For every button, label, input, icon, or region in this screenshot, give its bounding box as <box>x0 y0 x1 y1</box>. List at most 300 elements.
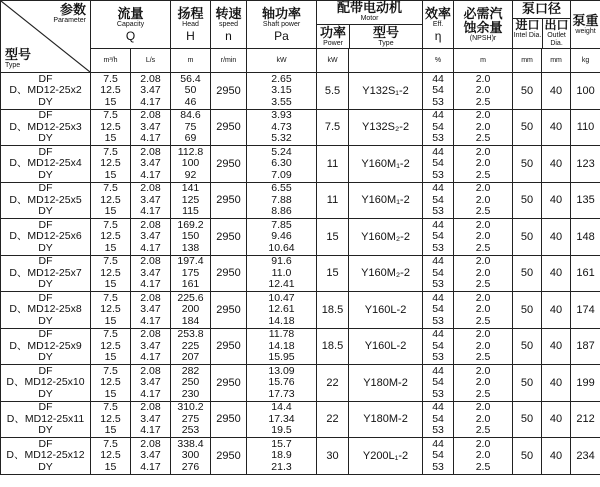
shaft-power-value: 17.73 <box>268 387 295 400</box>
shaft-power-value: 13.09 <box>268 364 295 377</box>
npsh-value: 2.5 <box>475 387 491 400</box>
efficiency-value: 54 <box>432 120 444 133</box>
outlet-label-en: Outlet Dia. <box>547 31 566 47</box>
flow-ls-value: 4.17 <box>140 314 161 327</box>
npsh-value: 2.0 <box>475 230 491 242</box>
inlet-diameter: 50 <box>513 328 542 365</box>
pump-model <box>1 438 91 475</box>
flow-ls-value: 4.17 <box>140 132 161 144</box>
pump-model-value: D、MD12-25x3 <box>9 120 82 133</box>
flow-m3h-value: 15 <box>104 314 117 327</box>
speed: 2950 <box>211 401 247 438</box>
npsh <box>454 146 513 183</box>
flow-m3h <box>91 328 131 365</box>
flow-m3h-value: 7.5 <box>103 72 118 85</box>
shaft-power <box>247 182 317 219</box>
shaft-power-value: 3.93 <box>271 109 292 121</box>
speed: 2950 <box>211 438 247 475</box>
inlet-diameter: 50 <box>513 401 542 438</box>
table-row <box>1 255 600 292</box>
inlet-label-en: Intel Dia. <box>513 31 542 39</box>
outlet-diameter: 40 <box>542 292 571 329</box>
flow-ls-value: 4.17 <box>140 205 161 217</box>
npsh-value: 2.0 <box>475 84 491 96</box>
shaft-power-value: 3.55 <box>271 95 292 108</box>
efficiency <box>423 401 454 438</box>
pump-model-value: D、MD12-25x10 <box>6 376 85 388</box>
flow-ls <box>131 73 171 110</box>
npsh-value: 2.5 <box>475 424 491 436</box>
motor-power: 18.5 <box>317 292 349 329</box>
shaft-power-value: 7.88 <box>271 193 292 206</box>
npsh <box>454 255 513 292</box>
flow-m3h-value: 15 <box>104 168 117 181</box>
npsh <box>454 292 513 329</box>
inlet-diameter: 50 <box>513 219 542 256</box>
head-value: 115 <box>182 205 199 217</box>
head-header <box>171 1 211 49</box>
type-label-en: Type <box>5 62 21 69</box>
outlet-label-zh: 出口 <box>544 17 569 32</box>
shaft-symbol: Pa <box>274 28 289 43</box>
pump-model-value: DF <box>38 364 53 377</box>
shaft-power-value: 7.85 <box>271 218 292 231</box>
unit-flow-ls: L/s <box>131 49 171 73</box>
flow-ls-value: 4.17 <box>140 351 161 363</box>
head <box>171 146 211 183</box>
efficiency-value: 54 <box>432 266 444 279</box>
pump-model-value: D、MD12-25x4 <box>9 157 82 169</box>
flow-m3h <box>91 401 131 438</box>
shaft-power-value: 2.65 <box>271 72 292 85</box>
unit-npsh: m <box>454 49 513 73</box>
pump-model-value: DY <box>38 241 53 254</box>
pump-weight: 123 <box>571 146 600 183</box>
inlet-diameter: 50 <box>513 109 542 146</box>
shaft-power-value: 10.47 <box>268 291 295 304</box>
flow-ls-value: 3.47 <box>140 303 161 315</box>
speed: 2950 <box>211 365 247 402</box>
pump-model-value: DY <box>38 351 53 363</box>
efficiency-value: 44 <box>432 328 444 340</box>
motor-power-label-en: Power <box>323 40 343 47</box>
head-value: 300 <box>181 449 200 461</box>
npsh-value: 2.0 <box>475 449 491 461</box>
efficiency-value: 44 <box>432 291 444 304</box>
motor-power: 22 <box>317 365 349 402</box>
pump-model-value: DF <box>38 72 53 85</box>
npsh-value: 2.0 <box>475 109 491 121</box>
shaft-power-value: 14.18 <box>268 339 295 352</box>
pump-model <box>1 255 91 292</box>
motor-label-zh: 配带电动机 <box>337 0 403 15</box>
head <box>171 365 211 402</box>
shaft-power-value: 4.73 <box>271 120 292 133</box>
flow-ls <box>131 255 171 292</box>
flow-m3h-value: 7.5 <box>103 291 118 304</box>
shaft-power-value: 9.46 <box>271 230 292 242</box>
pump-weight: 199 <box>571 365 600 402</box>
head-value: 169.2 <box>177 218 204 231</box>
flow-m3h-value: 7.5 <box>103 364 118 377</box>
flow-ls-value: 3.47 <box>140 412 161 425</box>
motor-type: Y132S₂-2 <box>349 109 423 146</box>
flow-ls-value: 3.47 <box>140 230 161 242</box>
efficiency-value: 44 <box>432 364 444 377</box>
head-value: 253 <box>181 424 200 436</box>
efficiency-value: 54 <box>432 84 444 96</box>
head <box>171 219 211 256</box>
flow-label-zh: 流量 <box>117 5 144 21</box>
head-label-zh: 扬程 <box>177 5 204 21</box>
table-row <box>1 438 600 475</box>
pump-model <box>1 109 91 146</box>
outlet-diameter: 40 <box>542 365 571 402</box>
type-label-zh: 型号 <box>5 47 32 62</box>
outlet-diameter: 40 <box>542 182 571 219</box>
flow-m3h <box>91 219 131 256</box>
npsh-value: 2.5 <box>475 241 491 254</box>
pump-model-value: D、MD12-25x8 <box>9 303 82 315</box>
head-value: 100 <box>181 157 200 169</box>
npsh-value: 2.0 <box>475 437 491 450</box>
efficiency-value: 53 <box>432 314 444 327</box>
npsh <box>454 365 513 402</box>
unit-weight: kg <box>571 49 600 73</box>
shaft-power <box>247 73 317 110</box>
efficiency-value: 53 <box>432 132 444 144</box>
speed: 2950 <box>211 292 247 329</box>
motor-power: 18.5 <box>317 328 349 365</box>
pump-model-value: DY <box>38 205 53 217</box>
flow-ls <box>131 401 171 438</box>
efficiency-value: 53 <box>432 168 444 181</box>
efficiency-value: 44 <box>432 182 444 194</box>
table-row <box>1 73 600 110</box>
npsh-value: 2.0 <box>475 218 491 231</box>
shaft-power-value: 11.0 <box>271 266 292 279</box>
flow-m3h-value: 7.5 <box>103 145 118 158</box>
table-row <box>1 219 600 256</box>
npsh-value: 2.5 <box>475 205 491 217</box>
head-value: 175 <box>181 266 200 279</box>
efficiency-value: 54 <box>432 412 444 425</box>
npsh-value: 2.5 <box>475 460 491 473</box>
flow-m3h-value: 7.5 <box>103 328 118 340</box>
flow-m3h-value: 12.5 <box>100 449 121 461</box>
head-value: 46 <box>184 95 197 108</box>
flow-ls-value: 4.17 <box>140 460 161 473</box>
motor-type-label-en: Type <box>378 40 394 47</box>
npsh-header <box>454 1 513 49</box>
speed: 2950 <box>211 182 247 219</box>
shaft-power-value: 15.7 <box>271 437 292 450</box>
unit-speed: r/min <box>211 49 247 73</box>
flow-ls-value: 4.17 <box>140 168 161 181</box>
pump-model-value: D、MD12-25x2 <box>9 84 82 96</box>
pump-model-value: D、MD12-25x9 <box>9 339 82 352</box>
pump-model <box>1 292 91 329</box>
pump-model-value: DY <box>38 460 53 473</box>
pump-weight: 212 <box>571 401 600 438</box>
npsh-value: 2.5 <box>475 278 491 290</box>
efficiency-label-en: Eff. <box>432 20 444 28</box>
shaft-power <box>247 109 317 146</box>
flow-ls-value: 3.47 <box>140 449 161 461</box>
flow-ls <box>131 438 171 475</box>
flow-ls-value: 2.08 <box>140 364 161 377</box>
pump-model-value: DF <box>38 401 53 413</box>
npsh-value: 2.0 <box>475 364 491 377</box>
flow-m3h-value: 15 <box>104 460 117 473</box>
npsh <box>454 401 513 438</box>
flow-ls-value: 2.08 <box>140 291 161 304</box>
flow-ls-value: 3.47 <box>140 193 161 206</box>
pump-model-value: D、MD12-25x12 <box>6 449 85 461</box>
efficiency-value: 54 <box>432 303 444 315</box>
pump-model-value: DY <box>38 278 53 290</box>
shaft-power <box>247 219 317 256</box>
motor-power-label-zh: 功率 <box>320 25 347 40</box>
unit-outlet: mm <box>542 49 571 73</box>
flow-m3h <box>91 73 131 110</box>
pump-model-value: D、MD12-25x6 <box>9 230 82 242</box>
motor-power: 15 <box>317 219 349 256</box>
shaft-power-value: 12.61 <box>268 303 295 315</box>
flow-m3h <box>91 182 131 219</box>
pump-model <box>1 73 91 110</box>
head-value: 282 <box>181 364 200 377</box>
flow-m3h-value: 15 <box>104 132 117 144</box>
shaft-label-zh: 轴功率 <box>262 5 302 21</box>
npsh-value: 2.5 <box>475 314 491 327</box>
shaft-power-value: 3.15 <box>271 84 292 96</box>
pump-rows <box>1 73 600 475</box>
inlet-diameter: 50 <box>513 255 542 292</box>
flow-ls-value: 4.17 <box>140 278 161 290</box>
flow-ls-value: 2.08 <box>140 145 161 158</box>
unit-flow-m3h: m³/h <box>91 49 131 73</box>
npsh-value: 2.0 <box>475 182 491 194</box>
head-value: 310.2 <box>177 401 204 413</box>
flow-m3h-value: 7.5 <box>103 109 118 121</box>
shaft-power-value: 5.24 <box>271 145 292 158</box>
flow-ls <box>131 146 171 183</box>
npsh-value: 2.5 <box>475 351 491 363</box>
efficiency-value: 44 <box>432 437 444 450</box>
head <box>171 73 211 110</box>
npsh-value: 2.0 <box>475 291 491 304</box>
efficiency <box>423 146 454 183</box>
pump-weight: 187 <box>571 328 600 365</box>
flow-m3h <box>91 438 131 475</box>
head-value: 207 <box>181 351 200 363</box>
efficiency-value: 54 <box>432 230 444 242</box>
flow-m3h-value: 15 <box>104 95 117 108</box>
pump-model <box>1 401 91 438</box>
speed-label-en: speed <box>218 20 239 28</box>
head-value: 50 <box>184 84 197 96</box>
head-symbol: H <box>186 28 195 43</box>
table-row <box>1 328 600 365</box>
inlet-diameter: 50 <box>513 292 542 329</box>
motor-label-en: Motor <box>360 15 379 22</box>
pump-model-value: DF <box>38 218 53 231</box>
flow-header <box>91 1 171 49</box>
motor-power: 7.5 <box>317 109 349 146</box>
pump-model-value: DF <box>38 437 53 450</box>
efficiency <box>423 255 454 292</box>
flow-ls-value: 2.08 <box>140 182 161 194</box>
efficiency-label-zh: 效率 <box>425 5 452 21</box>
head-value: 276 <box>181 460 200 473</box>
weight-label-en: weight <box>575 27 596 35</box>
efficiency <box>423 438 454 475</box>
efficiency-value: 44 <box>432 145 444 158</box>
efficiency-value: 53 <box>432 351 444 363</box>
head <box>171 109 211 146</box>
efficiency-value: 53 <box>432 460 444 473</box>
efficiency-value: 53 <box>432 241 444 254</box>
flow-ls-value: 2.08 <box>140 401 161 413</box>
efficiency-value: 53 <box>432 424 444 436</box>
flow-ls-value: 2.08 <box>140 72 161 85</box>
flow-ls-value: 3.47 <box>140 84 161 96</box>
motor-header <box>317 1 423 49</box>
efficiency-value: 44 <box>432 401 444 413</box>
shaft-power <box>247 146 317 183</box>
npsh-value: 2.0 <box>475 266 491 279</box>
motor-type: Y160M₂-2 <box>349 255 423 292</box>
flow-ls-value: 4.17 <box>140 241 161 254</box>
npsh-value: 2.0 <box>475 157 491 169</box>
efficiency-value: 54 <box>432 339 444 352</box>
flow-m3h-value: 12.5 <box>100 303 121 315</box>
flow-ls <box>131 182 171 219</box>
motor-type: Y160M₁-2 <box>349 182 423 219</box>
flow-ls-value: 4.17 <box>140 387 161 400</box>
npsh <box>454 328 513 365</box>
npsh-value: 2.5 <box>475 95 491 108</box>
shaft-power-value: 14.4 <box>271 401 292 413</box>
head-value: 75 <box>184 120 197 133</box>
flow-m3h-value: 12.5 <box>100 230 121 242</box>
flow-ls-value: 3.47 <box>140 120 161 133</box>
flow-m3h-value: 7.5 <box>103 255 118 267</box>
efficiency <box>423 328 454 365</box>
shaft-power <box>247 328 317 365</box>
pump-model-value: DY <box>38 424 53 436</box>
head-label-en: Head <box>182 20 199 28</box>
flow-ls-value: 2.08 <box>140 328 161 340</box>
pump-model-value: D、MD12-25x5 <box>9 193 82 206</box>
motor-type: Y200L₁-2 <box>349 438 423 475</box>
outlet-diameter: 40 <box>542 255 571 292</box>
head <box>171 401 211 438</box>
pump-model-value: DY <box>38 387 53 400</box>
head-value: 225.6 <box>177 291 204 304</box>
flow-ls-value: 3.47 <box>140 266 161 279</box>
flow-m3h-value: 7.5 <box>103 218 118 231</box>
efficiency-value: 54 <box>432 449 444 461</box>
npsh <box>454 73 513 110</box>
efficiency-value: 54 <box>432 193 444 206</box>
head-value: 150 <box>181 230 200 242</box>
head <box>171 328 211 365</box>
npsh-value: 2.0 <box>475 72 491 85</box>
shaft-power-value: 15.76 <box>268 376 295 388</box>
npsh-label-zh: 必需汽蚀余量 <box>463 5 503 35</box>
pump-model <box>1 182 91 219</box>
flow-ls-value: 2.08 <box>140 109 161 121</box>
npsh-value: 2.0 <box>475 303 491 315</box>
npsh <box>454 219 513 256</box>
motor-power: 5.5 <box>317 73 349 110</box>
efficiency-value: 44 <box>432 218 444 231</box>
flow-m3h-value: 12.5 <box>100 339 121 352</box>
speed: 2950 <box>211 255 247 292</box>
speed: 2950 <box>211 146 247 183</box>
flow-ls-value: 2.08 <box>140 437 161 450</box>
efficiency-value: 44 <box>432 109 444 121</box>
outlet-diameter: 40 <box>542 109 571 146</box>
shaft-power-value: 15.95 <box>268 351 295 363</box>
flow-ls-value: 2.08 <box>140 218 161 231</box>
flow-ls <box>131 328 171 365</box>
shaft-power-header <box>247 1 317 49</box>
flow-m3h <box>91 255 131 292</box>
head-value: 56.4 <box>180 72 201 85</box>
pump-model-value: DF <box>38 291 53 304</box>
speed: 2950 <box>211 219 247 256</box>
unit-shaft: kW <box>247 49 317 73</box>
speed: 2950 <box>211 73 247 110</box>
unit-inlet: mm <box>513 49 542 73</box>
npsh-value: 2.0 <box>475 255 491 267</box>
pump-weight: 100 <box>571 73 600 110</box>
npsh-value: 2.5 <box>475 168 491 181</box>
inlet-diameter: 50 <box>513 73 542 110</box>
efficiency <box>423 292 454 329</box>
efficiency-header <box>423 1 454 49</box>
speed: 2950 <box>211 109 247 146</box>
pump-model <box>1 328 91 365</box>
efficiency-value: 44 <box>432 72 444 85</box>
pump-model <box>1 365 91 402</box>
head-value: 84.6 <box>180 109 201 121</box>
head-value: 138 <box>181 241 200 254</box>
pump-model-value: DF <box>38 182 53 194</box>
motor-type: Y132S₁-2 <box>349 73 423 110</box>
flow-m3h-value: 15 <box>104 424 117 436</box>
flow-m3h-value: 15 <box>104 205 117 217</box>
npsh-label-en: (NPSH)r <box>469 34 497 42</box>
efficiency-value: 54 <box>432 376 444 388</box>
flow-ls-value: 4.17 <box>140 424 161 436</box>
npsh-value: 2.0 <box>475 120 491 133</box>
motor-power: 11 <box>317 146 349 183</box>
shaft-power-value: 11.78 <box>268 328 295 340</box>
speed: 2950 <box>211 328 247 365</box>
head-value: 253.8 <box>177 328 204 340</box>
flow-m3h-value: 12.5 <box>100 193 121 206</box>
flow-ls-value: 3.47 <box>140 157 161 169</box>
head-value: 275 <box>181 412 200 425</box>
diameter-label-zh: 泵口径 <box>522 0 562 16</box>
pump-weight: 234 <box>571 438 600 475</box>
motor-type-label-zh: 型号 <box>373 25 400 40</box>
motor-power: 11 <box>317 182 349 219</box>
